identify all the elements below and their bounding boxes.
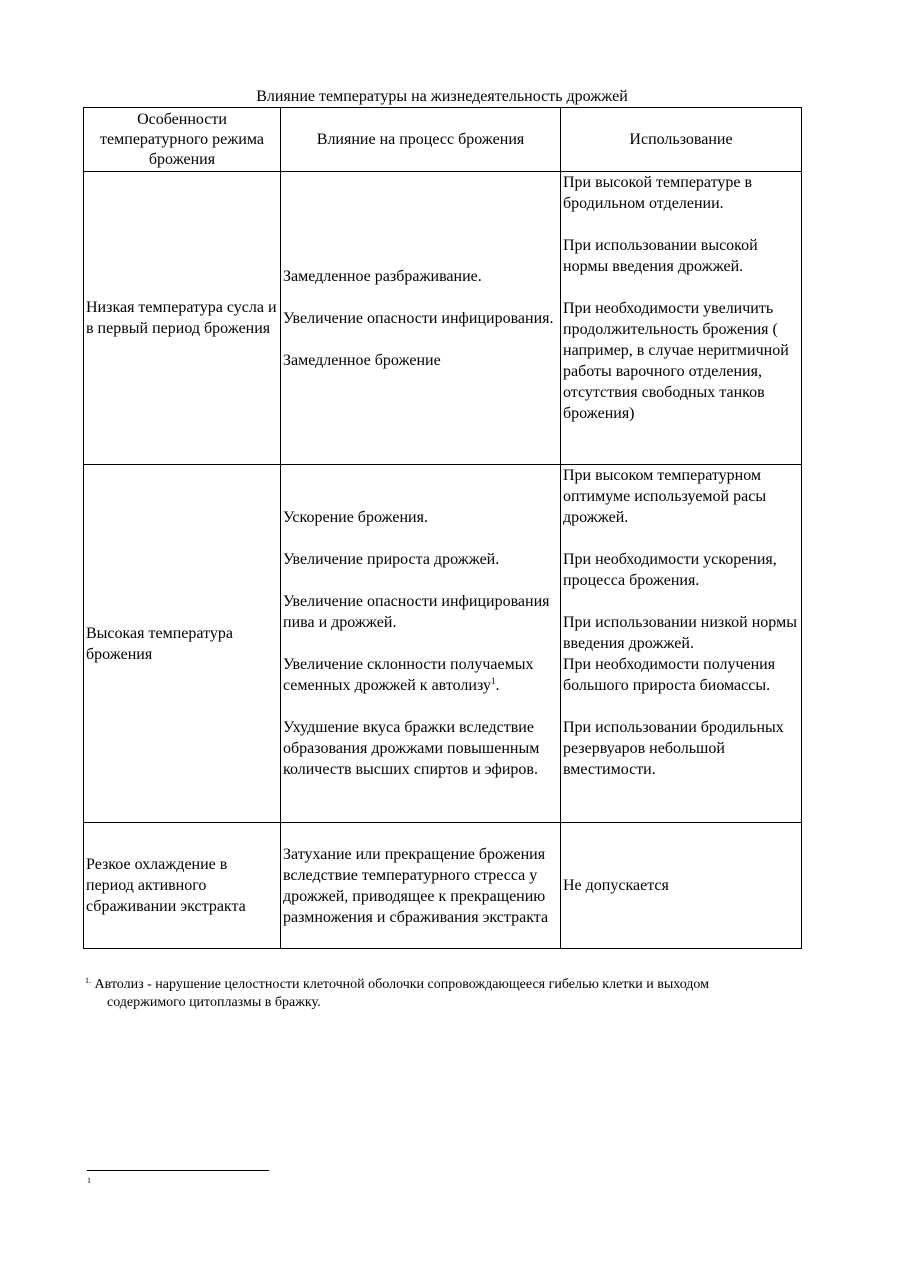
usage-item: При использовании низкой нормы введения дрожжей. [563, 614, 797, 652]
effect-period: . [495, 677, 500, 694]
effect-item [283, 654, 558, 696]
effect-item: Затухание или прекращение брожения вследствие температурного стресса у дрожжей, приводящее к прекращению размножения и сбраживания экстракта [283, 845, 549, 926]
table-header-row [84, 108, 802, 172]
table-row [84, 172, 802, 465]
footnote-mark: 1. [85, 976, 91, 985]
footnote-line [85, 972, 785, 994]
usage-item: При высокой температуре в бродильном отделении. [563, 174, 753, 212]
row-effects [281, 172, 561, 465]
effect-item: Замедленное разбраживание. [283, 267, 482, 285]
header-effect: Влияние на процесс брожения [281, 108, 561, 172]
usage-item: Не допускается [563, 877, 669, 894]
usage-item: При высоком температурном оптимуме используемой расы дрожжей. [563, 467, 767, 526]
footnote-line: содержимого цитоплазмы в бражку. [107, 995, 321, 1010]
row-feature: Высокая температура брожения [84, 465, 281, 823]
header-usage: Использование [561, 108, 802, 172]
table-title: Влияние температуры на жизнедеятельность дрожжей [256, 88, 628, 105]
effect-text: Увеличение склонности получаемых семенных дрожжей к автолизу [283, 656, 534, 694]
row-feature: Резкое охлаждение в период активного сбраживании экстракта [84, 823, 281, 949]
usage-item: При необходимости ускорения, процесса брожения. [563, 551, 777, 589]
effect-item: Замедленное брожение [283, 351, 441, 369]
usage-item: При использовании бродильных резервуаров небольшой вместимости. [563, 719, 784, 778]
row-usage [561, 823, 802, 949]
effect-item: Ухудшение вкуса бражки вследствие образования дрожжами повышенным количеств высших спиртов и эфиров. [283, 719, 540, 778]
table-row [84, 465, 802, 823]
usage-item: При использовании высокой нормы введения дрожжей. [563, 237, 758, 275]
table-row [84, 823, 802, 949]
temperature-influence-table [83, 107, 802, 949]
effect-item: Увеличение прироста дрожжей. [283, 551, 500, 568]
usage-item: При необходимости получения большого прироста биомассы. [563, 656, 776, 694]
row-usage [561, 465, 802, 823]
effect-item: Увеличение опасности инфицирования пива и дрожжей. [283, 593, 550, 631]
row-effects [281, 823, 561, 949]
footnote-separator [87, 1170, 269, 1171]
row-usage [561, 172, 802, 465]
footnote-ref: 1 [490, 676, 496, 686]
footnote [85, 972, 785, 1012]
page-footnote-number: 1 [87, 1176, 91, 1185]
footnote-text: Автолиз - нарушение целостности клеточной оболочки сопровождающееся гибелью клетки и выходом [94, 977, 710, 992]
effect-item: Увеличение опасности инфицирования. [283, 309, 554, 327]
effect-item: Ускорение брожения. [283, 509, 428, 526]
usage-item: При необходимости увеличить продолжительность брожения ( например, в случае неритмичной работы варочного отделения, отсутствия свободных танков брожения) [563, 300, 789, 422]
row-effects [281, 465, 561, 823]
row-feature: Низкая температура сусла и в первый период брожения [84, 172, 281, 465]
header-features: Особенности температурного режима брожения [84, 108, 281, 172]
